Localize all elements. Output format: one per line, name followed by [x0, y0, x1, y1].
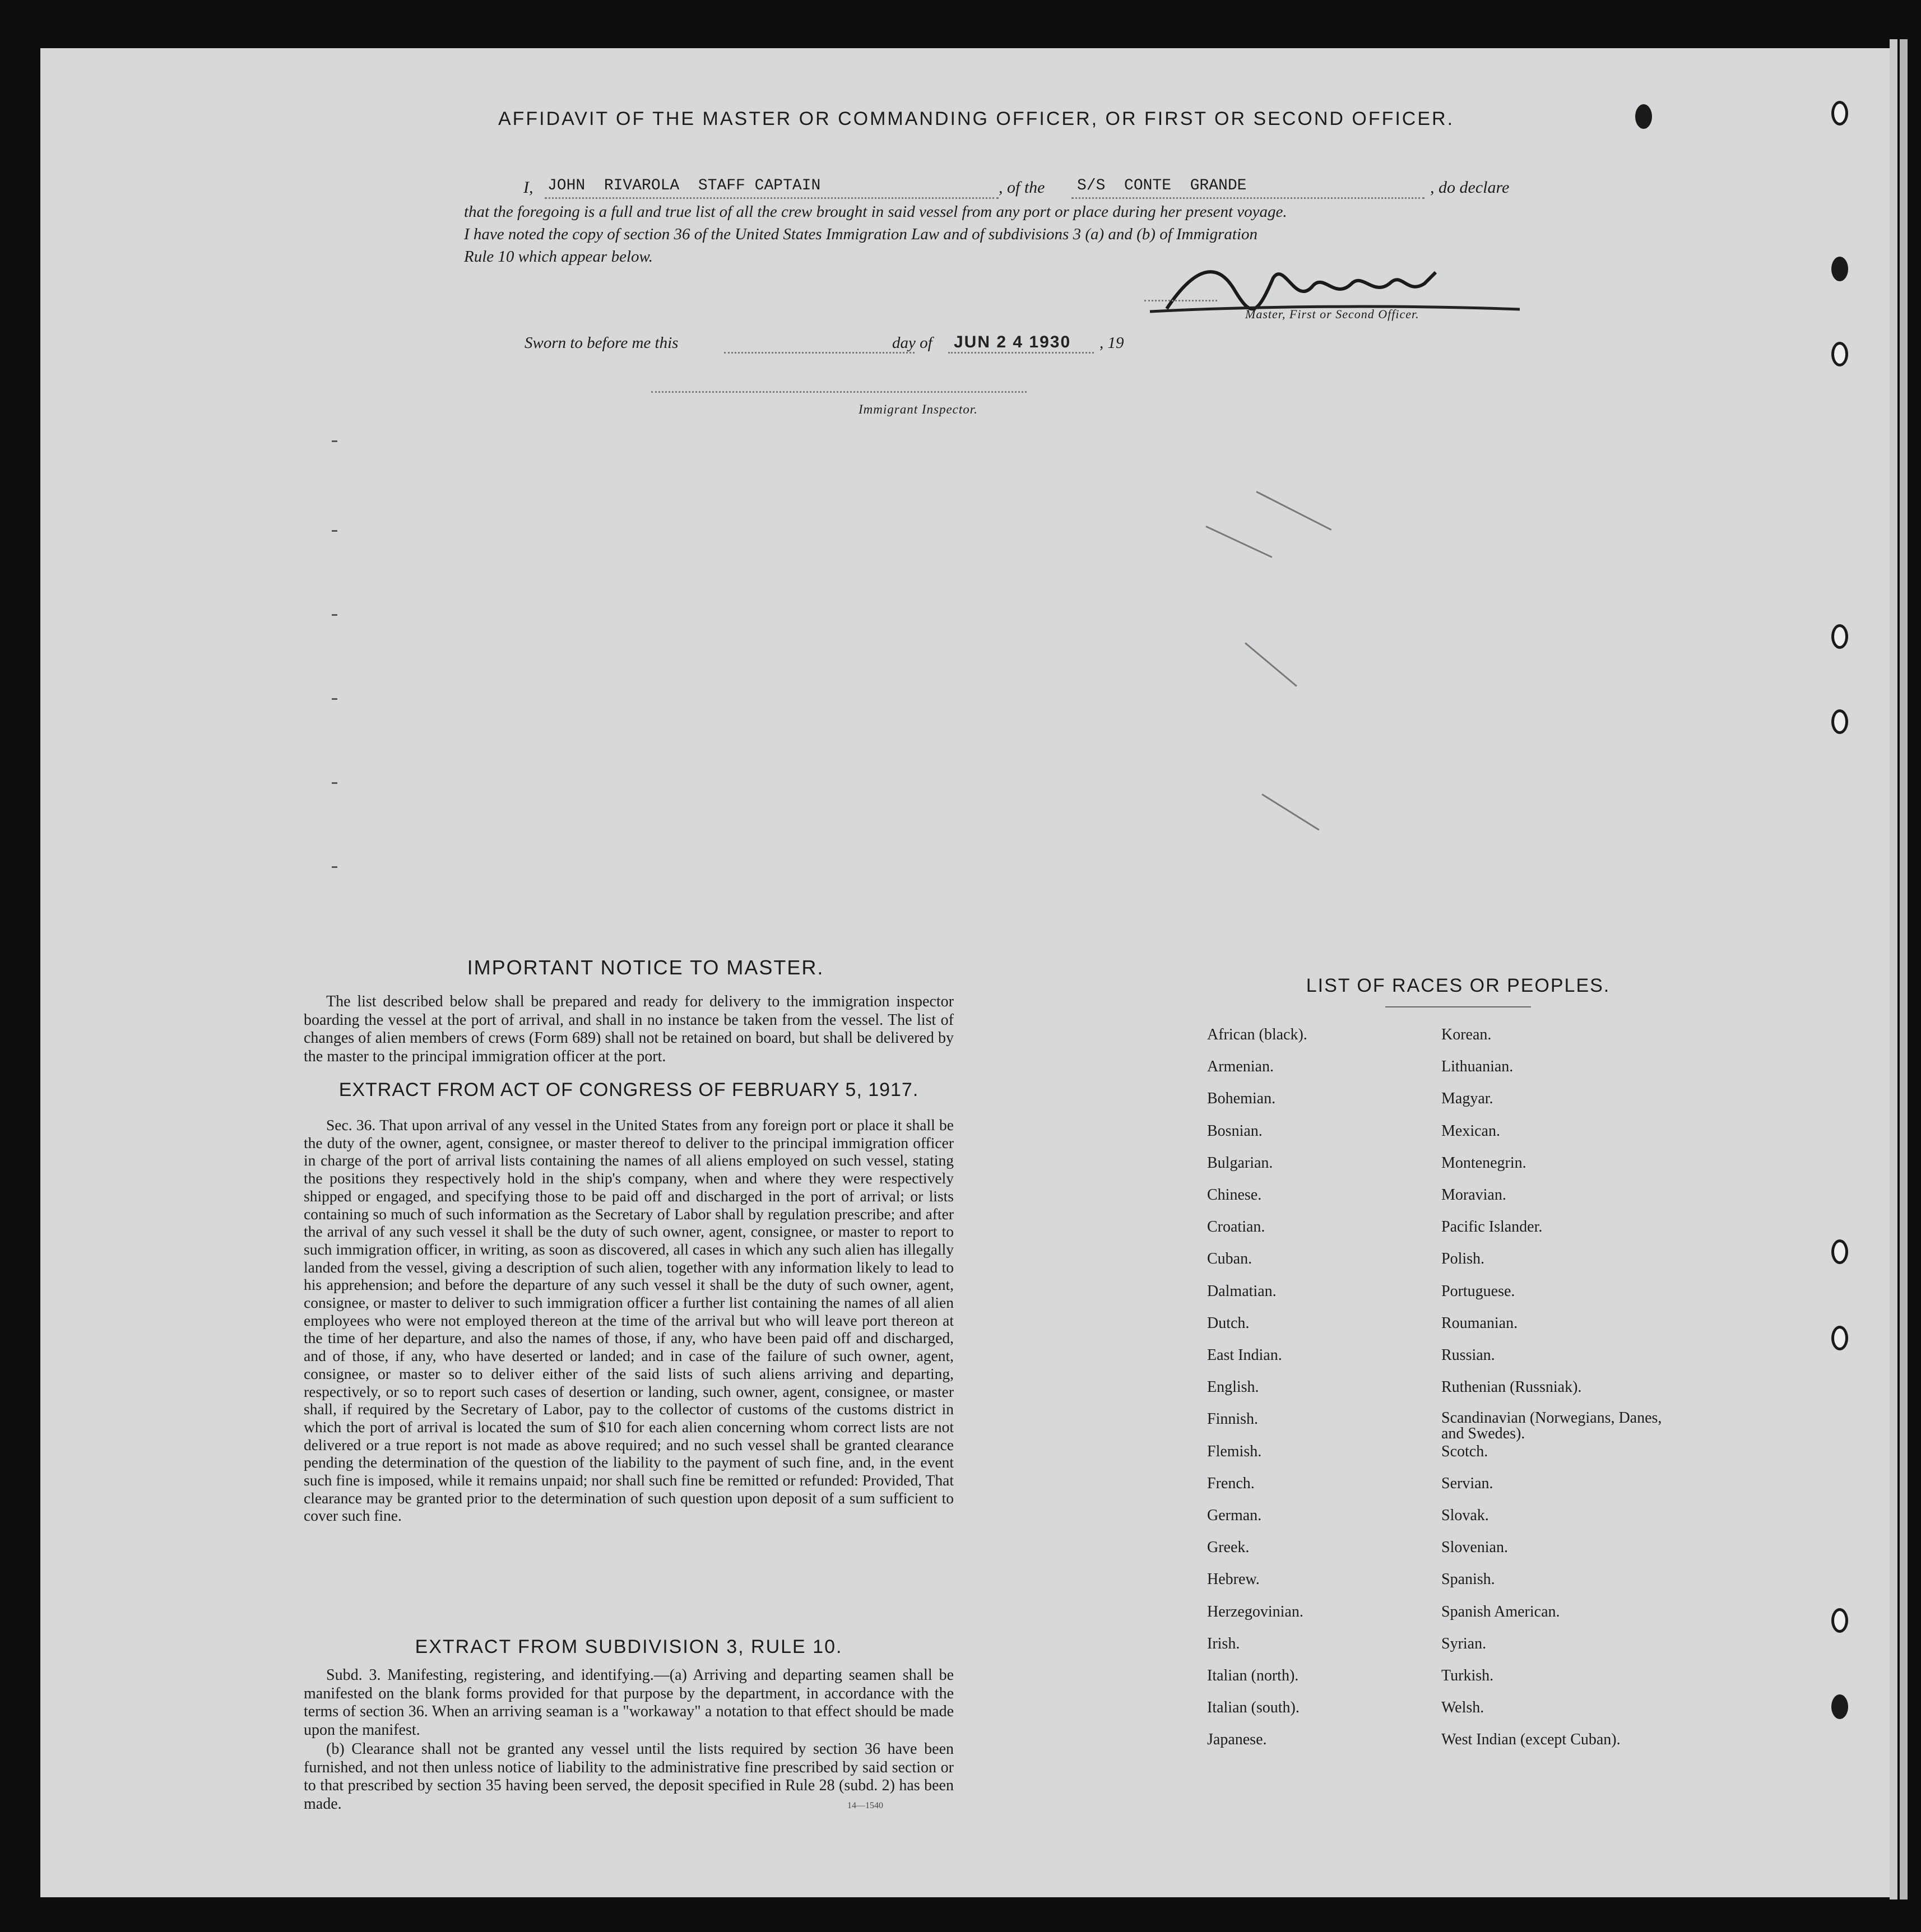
- race-item: Chinese.: [1207, 1186, 1262, 1204]
- race-item: Hebrew.: [1207, 1571, 1260, 1589]
- margin-tick: [332, 698, 337, 700]
- rule-extract-body-a: Subd. 3. Manifesting, registering, and identifying.—(a) Arriving and departing seamen shall be manifested on the blank forms provided for that purpose by the department, in accordance with the terms of section 36. When an arriving seaman is a "workaway" a notation to that effect should be made upon the manifest.: [304, 1666, 954, 1739]
- race-item: Moravian.: [1441, 1186, 1506, 1204]
- race-item: Bohemian.: [1207, 1090, 1276, 1108]
- declarant-prefix: I,: [523, 178, 533, 197]
- races-title: LIST OF RACES OR PEOPLES.: [1306, 975, 1611, 996]
- inspector-caption: Immigrant Inspector.: [859, 402, 978, 416]
- binder-hole: [1831, 257, 1848, 281]
- race-item: Russian.: [1441, 1346, 1495, 1364]
- date-stamp: JUN 2 4 1930: [954, 333, 1071, 351]
- ink-streak: [1256, 491, 1331, 531]
- affidavit-title: AFFIDAVIT OF THE MASTER OR COMMANDING OFFICER, OR FIRST OR SECOND OFFICER.: [498, 108, 1455, 129]
- race-item: Japanese.: [1207, 1731, 1267, 1749]
- margin-tick: [332, 866, 337, 868]
- signature-dotted-line: [1144, 300, 1217, 301]
- margin-tick: [332, 440, 337, 442]
- race-item: Dutch.: [1207, 1314, 1250, 1332]
- race-item: African (black).: [1207, 1026, 1307, 1043]
- affidavit-line-2: that the foregoing is a full and true list of all the crew brought in said vessel from any port or place during her present voyage.: [464, 203, 1287, 221]
- margin-tick: [332, 782, 337, 784]
- act-extract-title: EXTRACT FROM ACT OF CONGRESS OF FEBRUARY 5, 1917.: [338, 1079, 919, 1100]
- ink-streak: [1245, 642, 1297, 686]
- race-item: Bulgarian.: [1207, 1154, 1273, 1172]
- binder-hole: [1831, 1239, 1848, 1264]
- race-item: Dalmatian.: [1207, 1282, 1277, 1300]
- race-item: East Indian.: [1207, 1346, 1282, 1364]
- notice-title: IMPORTANT NOTICE TO MASTER.: [467, 956, 824, 979]
- race-item: Spanish American.: [1441, 1603, 1560, 1620]
- race-item: Pacific Islander.: [1441, 1218, 1543, 1236]
- signature-caption: Master, First or Second Officer.: [1245, 307, 1419, 321]
- race-item: West Indian (except Cuban).: [1441, 1731, 1621, 1749]
- race-item: Portuguese.: [1441, 1282, 1515, 1300]
- race-item: Polish.: [1441, 1250, 1485, 1268]
- race-item: Flemish.: [1207, 1442, 1262, 1460]
- race-item: Mexican.: [1441, 1122, 1500, 1140]
- sworn-day-dotted-line: [724, 352, 915, 354]
- race-item: English.: [1207, 1378, 1259, 1396]
- declarant-name: JOHN RIVAROLA STAFF CAPTAIN: [547, 177, 821, 194]
- notice-body: The list described below shall be prepared and ready for delivery to the immigration inspector boarding the vessel at the port of arrival, and shall in no instance be taken from the vessel. The list of changes of alien members of crews (Form 689) shall not be retained on board, but shall be delivered by the master to the principal immigration officer at the port.: [304, 993, 954, 1065]
- race-item: Servian.: [1441, 1474, 1493, 1492]
- race-item: Scandinavian (Norwegians, Danes, and Swedes).: [1441, 1409, 1662, 1443]
- race-item: Italian (south).: [1207, 1699, 1300, 1717]
- vessel-dotted-line: [1071, 197, 1424, 199]
- race-item: Greek.: [1207, 1539, 1250, 1557]
- margin-tick: [332, 614, 337, 616]
- vessel-name: S/S CONTE GRANDE: [1077, 177, 1247, 194]
- document-page: [40, 48, 1890, 1897]
- affidavit-line-4: Rule 10 which appear below.: [464, 248, 653, 266]
- binder-hole: [1831, 1326, 1848, 1350]
- do-declare-text: , do declare: [1430, 178, 1510, 197]
- date-dotted-line: [948, 352, 1094, 354]
- day-of-text: day of: [892, 334, 932, 352]
- margin-tick: [332, 530, 337, 532]
- rule-extract-body-b: (b) Clearance shall not be granted any vessel until the lists required by section 36 have been furnished, and not then unless notice of liability to the administrative fine prescribed by said section or to that prescribed by section 35 having been served, the deposit specified in Rule 28 (subd. 2) has been made.: [304, 1740, 954, 1813]
- race-item: German.: [1207, 1507, 1262, 1524]
- of-the-text: , of the: [999, 178, 1045, 197]
- page-stack-edge: [1890, 39, 1897, 1900]
- race-item: Armenian.: [1207, 1058, 1274, 1076]
- race-item: Slovenian.: [1441, 1539, 1508, 1557]
- race-item: Korean.: [1441, 1026, 1492, 1043]
- binder-hole: [1831, 342, 1848, 366]
- race-item: Ruthenian (Russniak).: [1441, 1378, 1582, 1396]
- race-item: Slovak.: [1441, 1507, 1489, 1524]
- race-item: Turkish.: [1441, 1667, 1494, 1684]
- year-prefix: , 19: [1099, 334, 1124, 352]
- race-item: Italian (north).: [1207, 1667, 1299, 1684]
- race-item: Scotch.: [1441, 1442, 1488, 1460]
- binder-hole: [1635, 104, 1652, 129]
- sworn-text: Sworn to before me this: [525, 334, 679, 352]
- ink-streak: [1261, 793, 1319, 830]
- race-item: Lithuanian.: [1441, 1058, 1514, 1076]
- binder-hole: [1831, 1694, 1848, 1719]
- race-item: Irish.: [1207, 1634, 1240, 1652]
- race-item: Syrian.: [1441, 1634, 1487, 1652]
- binder-hole: [1831, 1608, 1848, 1633]
- ink-streak: [1205, 526, 1272, 558]
- race-item: Cuban.: [1207, 1250, 1252, 1268]
- race-item: French.: [1207, 1474, 1255, 1492]
- binder-hole: [1831, 624, 1848, 649]
- race-item: Finnish.: [1207, 1410, 1259, 1428]
- races-title-rule: [1385, 1006, 1531, 1007]
- rule-extract-title: EXTRACT FROM SUBDIVISION 3, RULE 10.: [415, 1636, 843, 1657]
- binder-hole: [1831, 101, 1848, 126]
- race-item: Welsh.: [1441, 1699, 1484, 1717]
- race-item: Montenegrin.: [1441, 1154, 1526, 1172]
- affidavit-line-3: I have noted the copy of section 36 of the United States Immigration Law and of subdivisions 3 (a) and (b) of Immigration: [464, 225, 1258, 243]
- race-item: Croatian.: [1207, 1218, 1265, 1236]
- page-stack-edge: [1900, 39, 1908, 1900]
- race-item: Spanish.: [1441, 1571, 1495, 1589]
- inspector-dotted-line: [651, 391, 1027, 393]
- act-extract-body: Sec. 36. That upon arrival of any vessel in the United States from any foreign port or place it shall be the duty of the owner, agent, consignee, or master thereof to deliver to the principal immigration officer in charge of the port of arrival lists containing the names of all aliens employed on such vessel, stating the positions they respectively hold in the ship's company, when and where they were respectively shipped or engaged, and specifying those to be paid off and discharged in the port of arrival; or lists containing so much of such information as the Secretary of Labor shall by regulation prescribe; and after the arrival of any such vessel it shall be the duty of such owner, agent, consignee, or master to report to such immigration officer, in writing, as soon as discovered, all cases in which any such alien has illegally landed from the vessel, giving a description of such alien, together with any information likely to lead to his apprehension; and before the departure of any such vessel it shall be the duty of such owner, agent, consignee, or master to deliver to such immigration officer a further list containing the names of all alien employees who were not employed thereon at the time of the arrival but who will leave port thereon at the time of her departure, and also the names of those, if any, who have been paid off and discharged, and of those, if any, who have deserted or landed; and in case of the failure of such owner, agent, consignee, or master so to deliver either of the said lists of such aliens arriving and departing, respectively, or so to report such cases of desertion or landing, such owner, agent, consignee, or master shall, if required by the Secretary of Labor, pay to the collector of customs of the customs district in which the port of arrival is located the sum of $10 for each alien concerning whom correct lists are not delivered or a true report is not made as above required; and no such vessel shall be granted clearance pending the determination of the question of the liability to the payment of such fine, and, in the event such fine is imposed, while it remains unpaid; nor shall such fine be remitted or refunded: Provided, That clearance may be granted prior to the determination of such question upon deposit of a sum sufficient to cover such fine.: [304, 1116, 954, 1525]
- race-item: Magyar.: [1441, 1090, 1493, 1108]
- race-item: Roumanian.: [1441, 1314, 1518, 1332]
- binder-hole: [1831, 709, 1848, 734]
- form-number: 14—1540: [847, 1801, 883, 1810]
- declarant-dotted-line: [545, 197, 999, 199]
- race-item: Herzegovinian.: [1207, 1603, 1303, 1620]
- race-item: Bosnian.: [1207, 1122, 1263, 1140]
